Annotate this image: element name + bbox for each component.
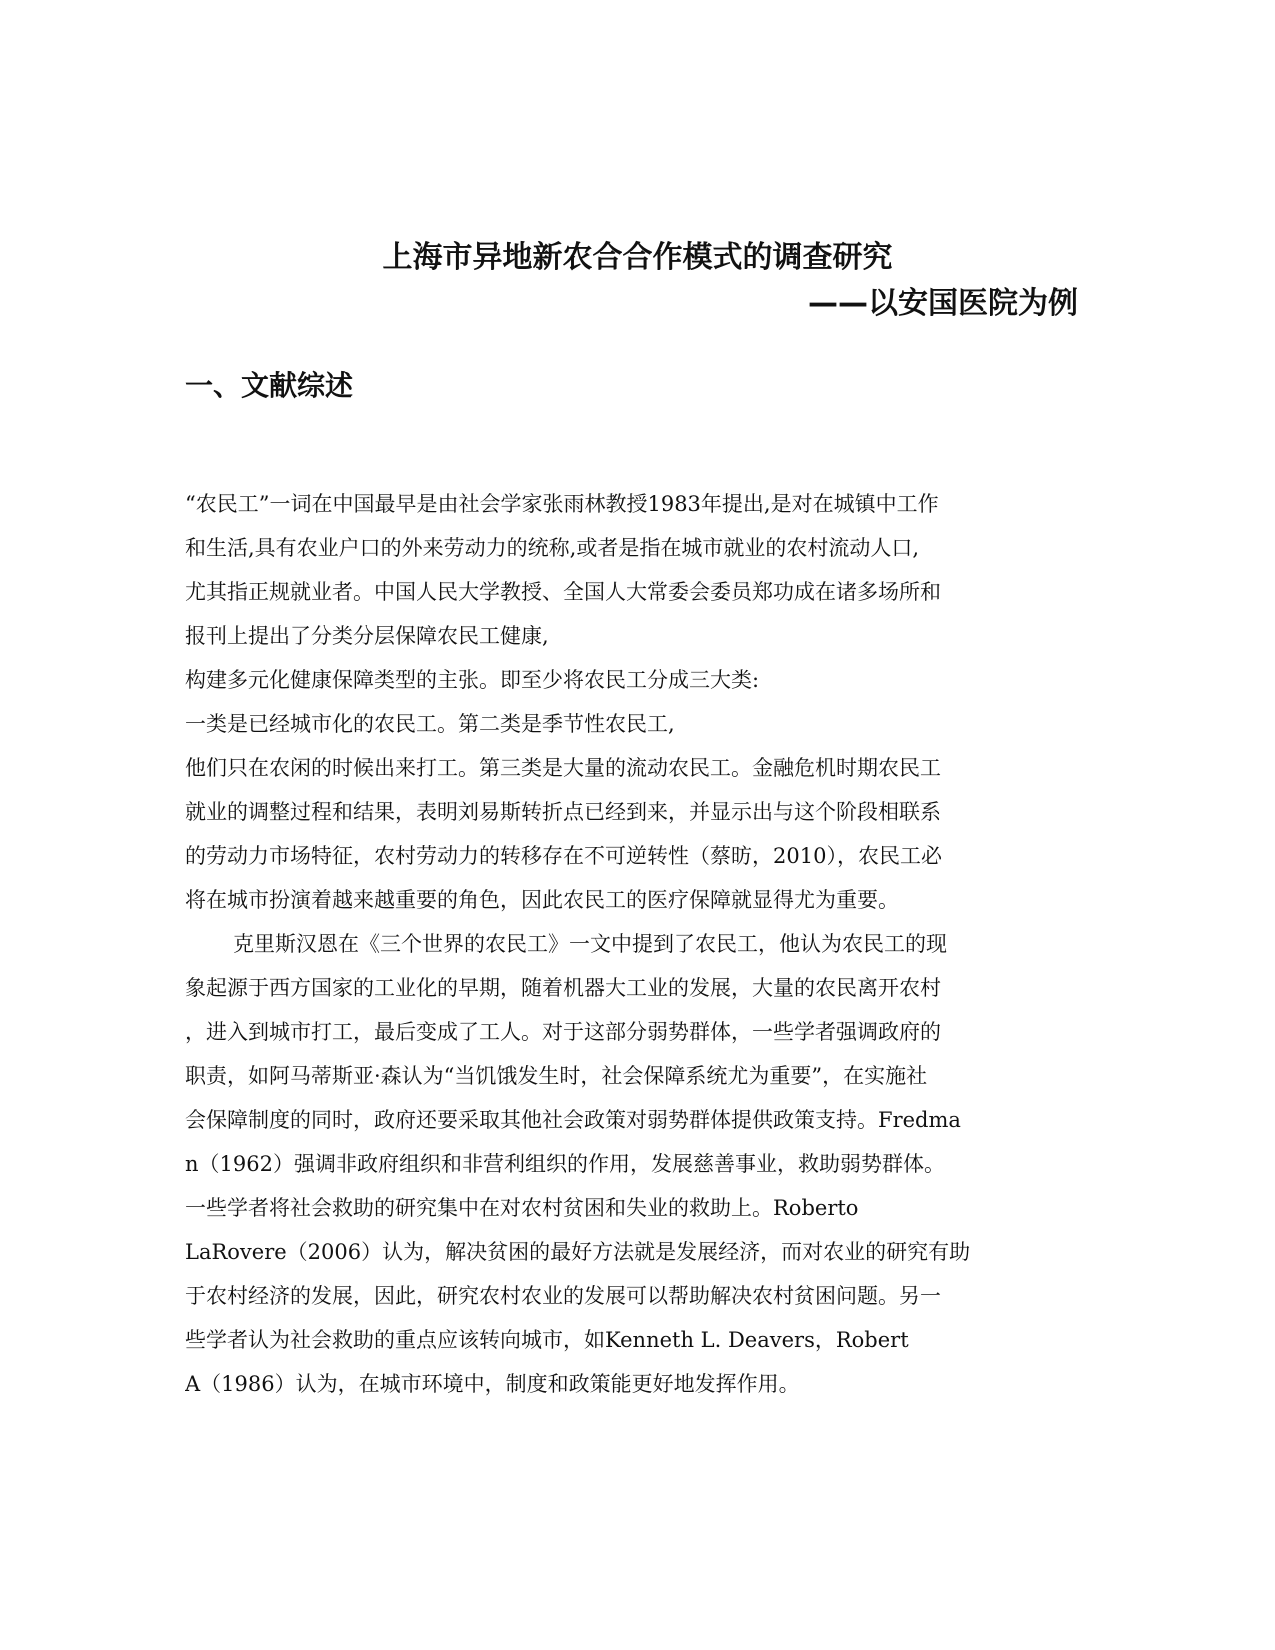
text-line: 职责，如阿马蒂斯亚·森认为“当饥饿发生时，社会保障系统尤为重要”，在实施社: [185, 1064, 928, 1088]
text-line: 一类是已经城市化的农民工。第二类是季节性农民工,: [185, 712, 675, 736]
body-text: [185, 482, 1075, 1406]
text-line: ，进入到城市打工，最后变成了工人。对于这部分弱势群体，一些学者强调政府的: [185, 1020, 941, 1044]
document-subtitle: ——以安国医院为例: [808, 286, 1078, 321]
text-line: 尤其指正规就业者。中国人民大学教授、全国人大常委会委员郑功成在诸多场所和: [185, 580, 941, 604]
text-line: 报刊上提出了分类分层保障农民工健康,: [185, 624, 549, 648]
text-line: 于农村经济的发展，因此，研究农村农业的发展可以帮助解决农村贫困问题。另一: [185, 1284, 941, 1308]
text-line: 的劳动力市场特征，农村劳动力的转移存在不可逆转性（蔡昉，2010），农民工必: [185, 844, 942, 868]
text-line: 和生活,具有农业户口的外来劳动力的统称,或者是指在城市就业的农村流动人口,: [185, 536, 920, 560]
text-line: 些学者认为社会救助的重点应该转向城市，如Kenneth L. Deavers，Robert: [185, 1328, 909, 1352]
text-line: 象起源于西方国家的工业化的早期，随着机器大工业的发展，大量的农民离开农村: [185, 976, 941, 1000]
document-title: 上海市异地新农合合作模式的调查研究: [382, 240, 893, 275]
text-line: 构建多元化健康保障类型的主张。即至少将农民工分成三大类:: [185, 668, 760, 692]
section-heading: 一、文献综述: [185, 369, 354, 402]
text-line: 将在城市扮演着越来越重要的角色，因此农民工的医疗保障就显得尤为重要。: [185, 888, 899, 912]
text-line: n（1962）强调非政府组织和非营利组织的作用，发展慈善事业，救助弱势群体。: [185, 1152, 945, 1176]
text-line: 就业的调整过程和结果，表明刘易斯转折点已经到来，并显示出与这个阶段相联系: [185, 800, 941, 824]
text-line: LaRovere（2006）认为，解决贫困的最好方法就是发展经济，而对农业的研究有助: [185, 1240, 971, 1264]
text-line: 克里斯汉恩在《三个世界的农民工》一文中提到了农民工，他认为农民工的现: [233, 932, 947, 956]
text-line: 一些学者将社会救助的研究集中在对农村贫困和失业的救助上。Roberto: [185, 1196, 859, 1220]
text-line: A（1986）认为，在城市环境中，制度和政策能更好地发挥作用。: [185, 1372, 800, 1396]
text-line: 会保障制度的同时，政府还要采取其他社会政策对弱势群体提供政策支持。Fredma: [185, 1108, 961, 1132]
text-line: “农民工”一词在中国最早是由社会学家张雨林教授1983年提出,是对在城镇中工作: [185, 492, 939, 516]
text-line: 他们只在农闲的时候出来打工。第三类是大量的流动农民工。金融危机时期农民工: [185, 756, 941, 780]
